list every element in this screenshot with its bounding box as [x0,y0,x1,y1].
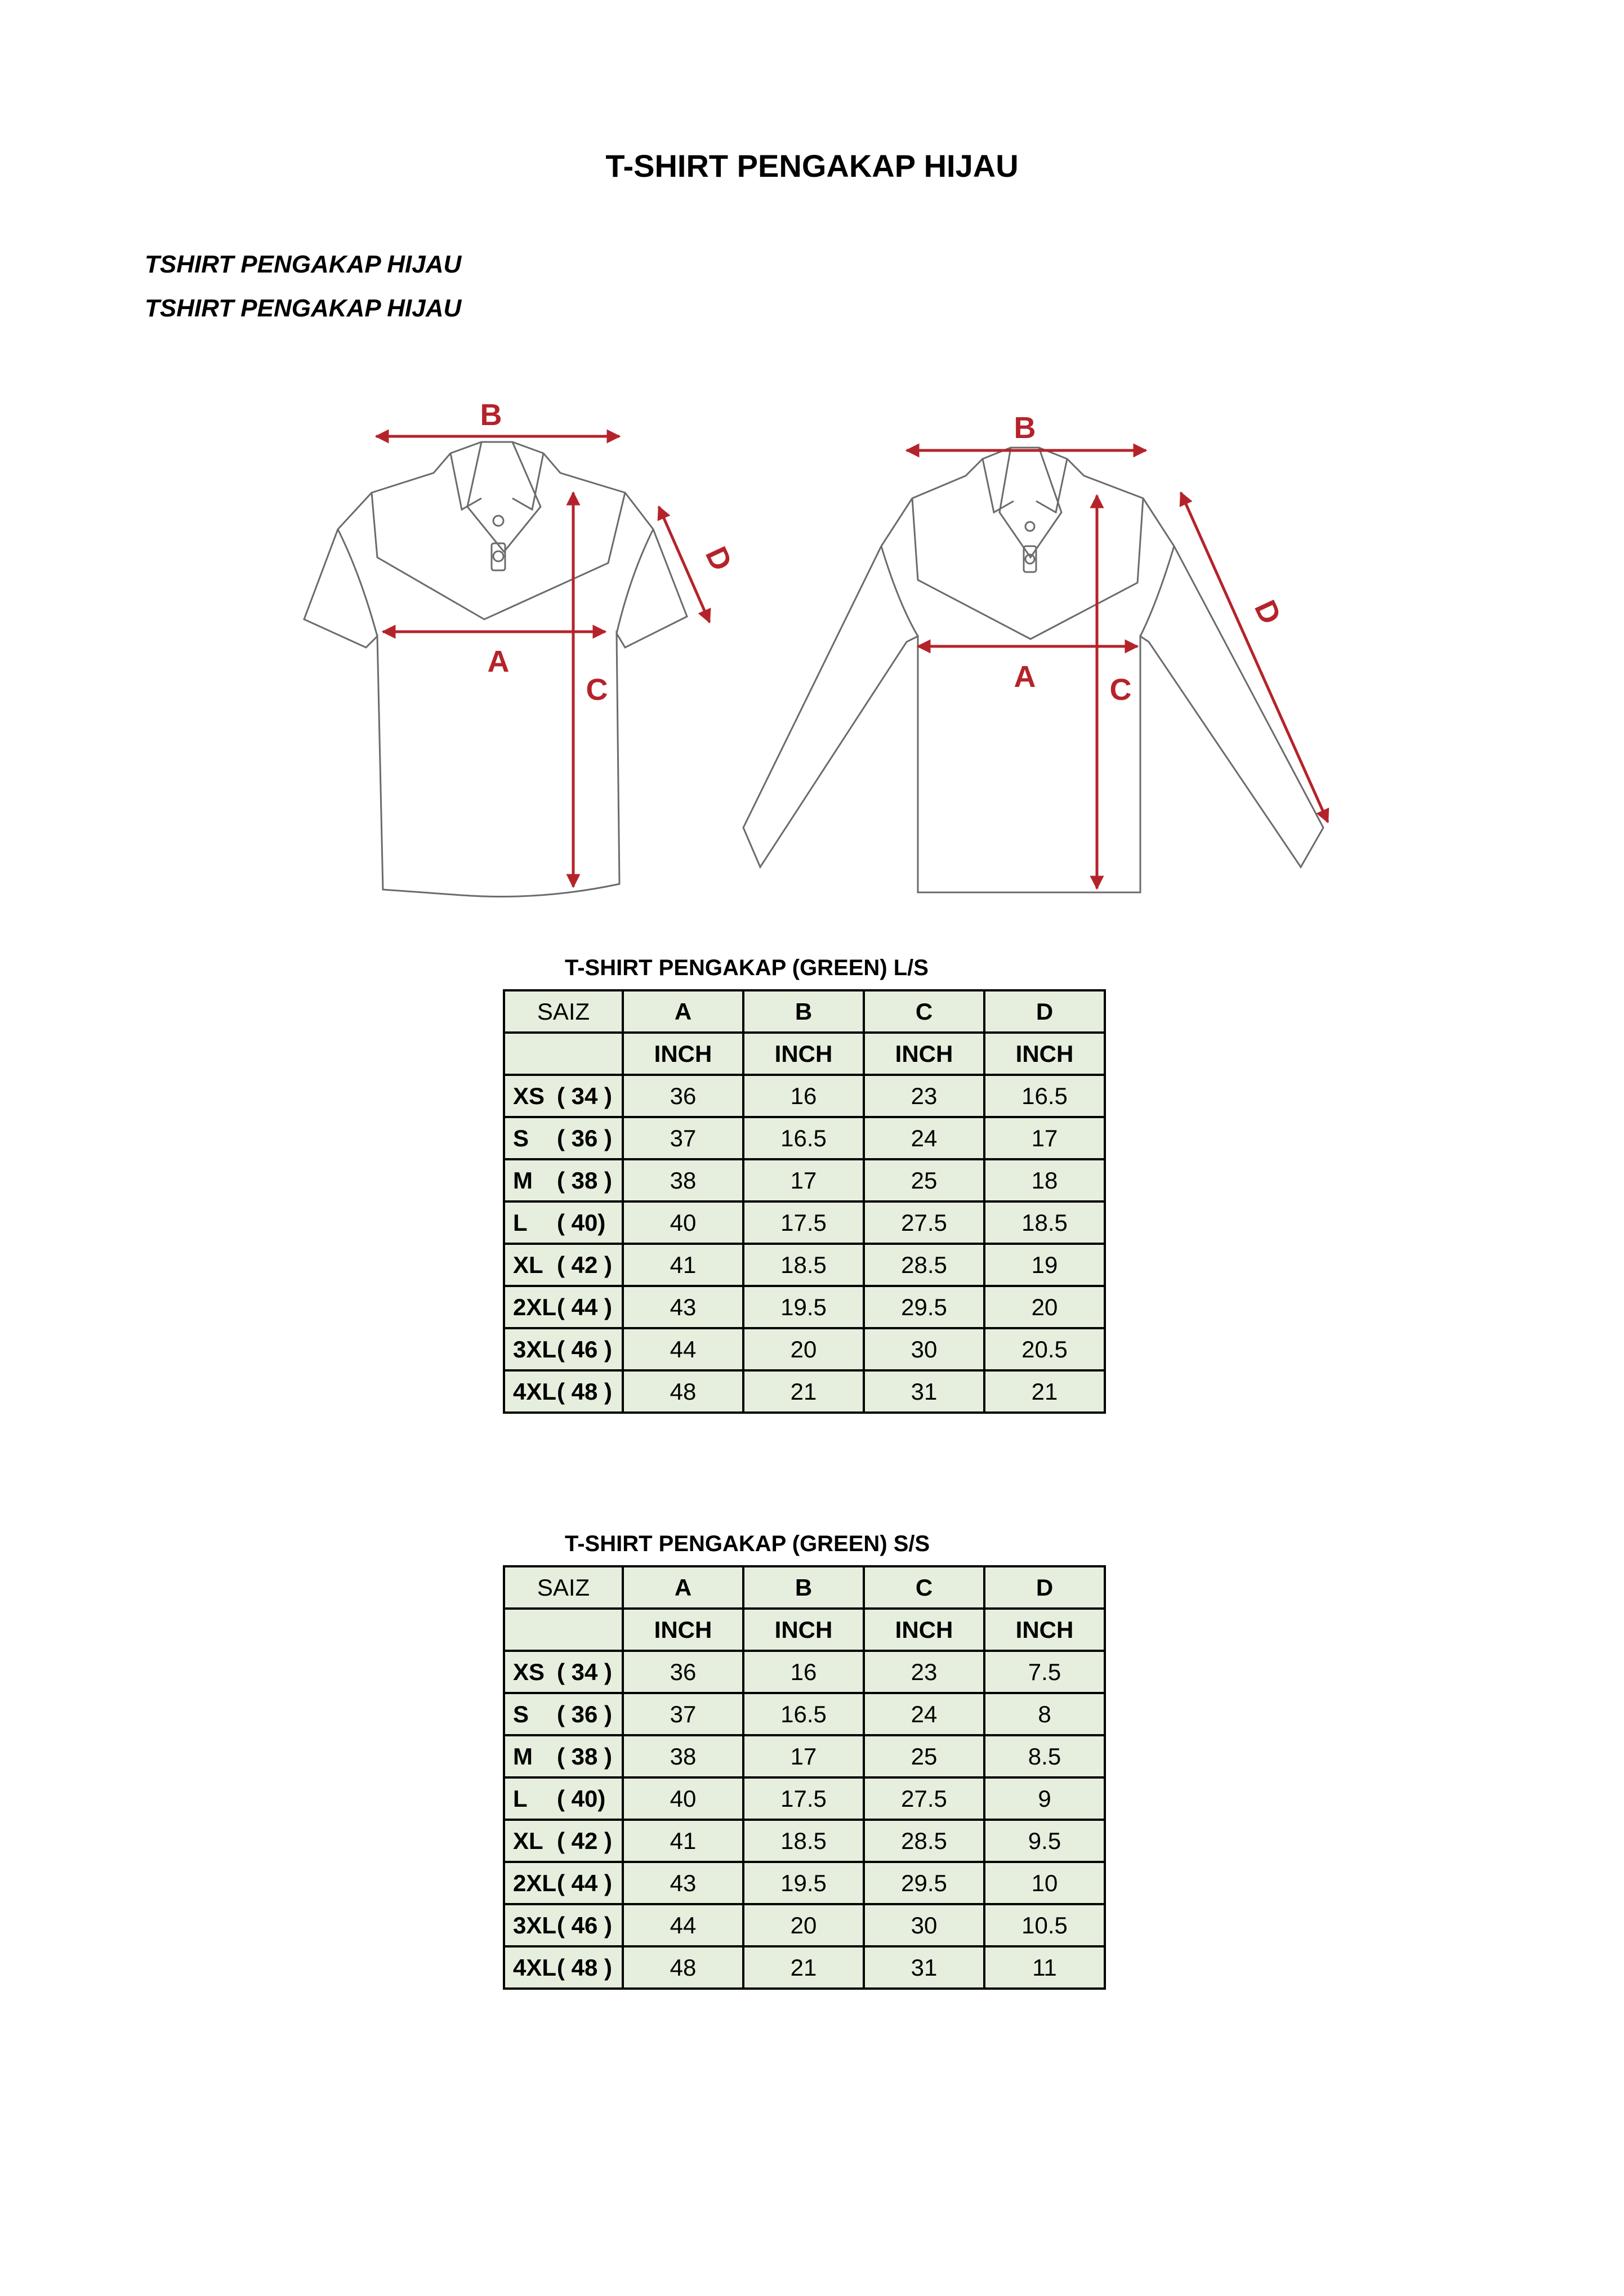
value-cell: 21 [743,1946,864,1989]
header-row [504,990,1105,1033]
label-b-long: B [1014,411,1036,445]
size-cell [504,1370,623,1413]
value-cell: 38 [623,1159,743,1201]
value-cell: 29.5 [864,1862,984,1904]
size-number: ( 42 ) [557,1251,613,1278]
size-code: XS [513,1658,545,1685]
value-cell: 29.5 [864,1286,984,1328]
header-col-b: B [743,990,864,1033]
size-cell [504,1244,623,1286]
value-cell: 21 [984,1370,1105,1413]
value-cell: 28.5 [864,1244,984,1286]
value-cell: 48 [623,1946,743,1989]
size-number: ( 36 ) [557,1124,613,1151]
value-cell: 9 [984,1777,1105,1820]
table-row [504,1159,1105,1201]
table-row [504,1328,1105,1370]
size-cell [504,1946,623,1989]
header-col-d: D [984,990,1105,1033]
value-cell: 19.5 [743,1862,864,1904]
size-code: 3XL [513,1335,557,1363]
value-cell: 27.5 [864,1777,984,1820]
size-code: XL [513,1251,543,1278]
size-cell [504,1328,623,1370]
value-cell: 17 [743,1735,864,1777]
label-b-short: B [480,398,502,432]
table-row [504,1651,1105,1693]
size-cell [504,1651,623,1693]
shirt-measurement-diagram [293,388,1340,918]
unit-cell: INCH [743,1033,864,1075]
value-cell: 20.5 [984,1328,1105,1370]
subtitle-2: TSHIRT PENGAKAP HIJAU [145,294,462,322]
size-number: ( 38 ) [557,1743,613,1770]
value-cell: 23 [864,1651,984,1693]
size-code: 4XL [513,1954,557,1981]
value-cell: 8.5 [984,1735,1105,1777]
size-cell [504,1820,623,1862]
size-number: ( 34 ) [557,1658,613,1685]
size-code: 2XL [513,1869,557,1896]
unit-cell: INCH [623,1033,743,1075]
value-cell: 10.5 [984,1904,1105,1946]
size-cell [504,1904,623,1946]
value-cell: 41 [623,1820,743,1862]
size-table-short-sleeve [503,1565,1106,1990]
size-number: ( 48 ) [557,1954,613,1981]
size-cell [504,1117,623,1159]
value-cell: 9.5 [984,1820,1105,1862]
size-code: L [513,1209,528,1236]
value-cell: 40 [623,1777,743,1820]
header-col-d: D [984,1566,1105,1609]
label-d-long: D [1247,595,1288,629]
table-row [504,1735,1105,1777]
long-sleeve-labels [1014,411,1288,707]
table-row [504,1820,1105,1862]
label-a-short: A [487,645,510,678]
value-cell: 19 [984,1244,1105,1286]
value-cell: 41 [623,1244,743,1286]
short-sleeve-arrows [376,436,710,887]
label-c-short: C [586,673,608,707]
size-code: 4XL [513,1378,557,1405]
size-number: ( 40) [557,1785,606,1812]
value-cell: 25 [864,1159,984,1201]
unit-cell [504,1033,623,1075]
value-cell: 18.5 [743,1244,864,1286]
value-cell: 25 [864,1735,984,1777]
unit-cell: INCH [623,1609,743,1651]
value-cell: 20 [743,1904,864,1946]
value-cell: 43 [623,1286,743,1328]
size-cell [504,1862,623,1904]
size-cell [504,1777,623,1820]
value-cell: 23 [864,1075,984,1117]
header-saiz: SAIZ [504,990,623,1033]
label-a-long: A [1014,660,1036,694]
header-col-b: B [743,1566,864,1609]
value-cell: 21 [743,1370,864,1413]
size-cell [504,1693,623,1735]
size-number: ( 42 ) [557,1827,613,1854]
value-cell: 17 [984,1117,1105,1159]
table-row [504,1201,1105,1244]
value-cell: 40 [623,1201,743,1244]
value-cell: 30 [864,1904,984,1946]
size-number: ( 46 ) [557,1335,613,1363]
value-cell: 27.5 [864,1201,984,1244]
table-row [504,1904,1105,1946]
table-row [504,1777,1105,1820]
value-cell: 17.5 [743,1777,864,1820]
table-row [504,1244,1105,1286]
size-number: ( 44 ) [557,1293,613,1320]
value-cell: 31 [864,1370,984,1413]
header-col-c: C [864,1566,984,1609]
table-row [504,1862,1105,1904]
header-row [504,1566,1105,1609]
long-sleeve-arrows [907,450,1328,888]
size-code: S [513,1700,529,1727]
value-cell: 16 [743,1075,864,1117]
unit-cell: INCH [743,1609,864,1651]
size-cell [504,1735,623,1777]
value-cell: 43 [623,1862,743,1904]
size-number: ( 34 ) [557,1082,613,1109]
value-cell: 16.5 [743,1693,864,1735]
size-number: ( 46 ) [557,1911,613,1938]
value-cell: 44 [623,1328,743,1370]
value-cell: 37 [623,1117,743,1159]
value-cell: 24 [864,1117,984,1159]
unit-cell: INCH [984,1609,1105,1651]
value-cell: 7.5 [984,1651,1105,1693]
value-cell: 17.5 [743,1201,864,1244]
header-col-a: A [623,1566,743,1609]
units-row [504,1033,1105,1075]
header-saiz: SAIZ [504,1566,623,1609]
size-code: M [513,1743,533,1770]
value-cell: 16.5 [984,1075,1105,1117]
size-number: ( 48 ) [557,1378,613,1405]
value-cell: 10 [984,1862,1105,1904]
value-cell: 18.5 [984,1201,1105,1244]
page-title: T-SHIRT PENGAKAP HIJAU [605,148,1019,184]
table-caption-short-sleeve: T-SHIRT PENGAKAP (GREEN) S/S [565,1531,930,1556]
size-table-long-sleeve [503,989,1106,1414]
value-cell: 37 [623,1693,743,1735]
size-code: XS [513,1082,545,1109]
size-cell [504,1286,623,1328]
unit-cell [504,1609,623,1651]
value-cell: 16 [743,1651,864,1693]
table-caption-long-sleeve: T-SHIRT PENGAKAP (GREEN) L/S [565,955,929,980]
value-cell: 19.5 [743,1286,864,1328]
table-row [504,1693,1105,1735]
value-cell: 18 [984,1159,1105,1201]
value-cell: 38 [623,1735,743,1777]
size-number: ( 36 ) [557,1700,613,1727]
unit-cell: INCH [864,1033,984,1075]
size-code: L [513,1785,528,1812]
value-cell: 44 [623,1904,743,1946]
value-cell: 48 [623,1370,743,1413]
subtitle-1: TSHIRT PENGAKAP HIJAU [145,251,462,278]
size-cell [504,1075,623,1117]
value-cell: 28.5 [864,1820,984,1862]
table-row [504,1946,1105,1989]
size-number: ( 44 ) [557,1869,613,1896]
size-code: M [513,1167,533,1194]
size-cell [504,1159,623,1201]
table-row [504,1117,1105,1159]
value-cell: 17 [743,1159,864,1201]
size-number: ( 38 ) [557,1167,613,1194]
size-cell [504,1201,623,1244]
value-cell: 30 [864,1328,984,1370]
unit-cell: INCH [984,1033,1105,1075]
label-c-long: C [1109,673,1132,707]
value-cell: 24 [864,1693,984,1735]
size-number: ( 40) [557,1209,606,1236]
value-cell: 31 [864,1946,984,1989]
size-code: 2XL [513,1293,557,1320]
value-cell: 36 [623,1651,743,1693]
table-row [504,1075,1105,1117]
value-cell: 11 [984,1946,1105,1989]
table-row [504,1370,1105,1413]
value-cell: 20 [984,1286,1105,1328]
value-cell: 18.5 [743,1820,864,1862]
value-cell: 36 [623,1075,743,1117]
unit-cell: INCH [864,1609,984,1651]
size-code: S [513,1124,529,1151]
size-code: 3XL [513,1911,557,1938]
value-cell: 8 [984,1693,1105,1735]
value-cell: 20 [743,1328,864,1370]
table-row [504,1286,1105,1328]
value-cell: 16.5 [743,1117,864,1159]
units-row [504,1609,1105,1651]
header-col-a: A [623,990,743,1033]
label-d-short: D [698,542,739,576]
size-code: XL [513,1827,543,1854]
header-col-c: C [864,990,984,1033]
